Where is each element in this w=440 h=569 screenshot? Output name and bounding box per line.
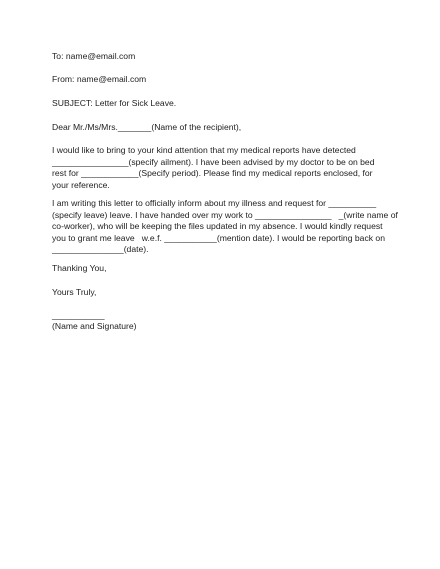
subject-line: SUBJECT: Letter for Sick Leave.	[52, 98, 177, 108]
to-line: To: name@email.com	[52, 51, 136, 61]
body-paragraph-2-line: _______________(date).	[52, 244, 149, 254]
body-paragraph-2	[52, 198, 397, 256]
body-paragraph-2-line: you to grant me leave w.e.f. ___________(mention date). I would be reporting back on	[52, 232, 385, 243]
body-paragraph-1-line: I would like to bring to your kind attention that my medical reports have detected	[52, 145, 356, 155]
body-paragraph-1-line: ________________(specify ailment). I have been advised by my doctor to be on bed	[52, 156, 375, 167]
signature-line: ___________	[52, 310, 105, 320]
body-paragraph-2-line: I am writing this letter to officially inform about my illness and request for __________	[52, 198, 377, 208]
body-paragraph-1	[52, 145, 397, 191]
signature-label: (Name and Signature)	[52, 321, 137, 331]
from-line: From: name@email.com	[52, 74, 147, 84]
thanks-line: Thanking You,	[52, 263, 107, 273]
salutation: Dear Mr./Ms/Mrs._______(Name of the recipient),	[52, 122, 242, 132]
body-paragraph-2-line: co-worker), who will be keeping the files updated in my absence. I would kindly request	[52, 221, 383, 231]
body-paragraph-1-line: rest for ____________(Specify period). Please find my medical reports enclosed, for	[52, 168, 373, 178]
body-paragraph-2-line: (specify leave) leave. I have handed over my work to ________________ _(write name of	[52, 209, 398, 220]
closing-line: Yours Truly,	[52, 287, 97, 297]
body-paragraph-1-line: your reference.	[52, 179, 110, 190]
